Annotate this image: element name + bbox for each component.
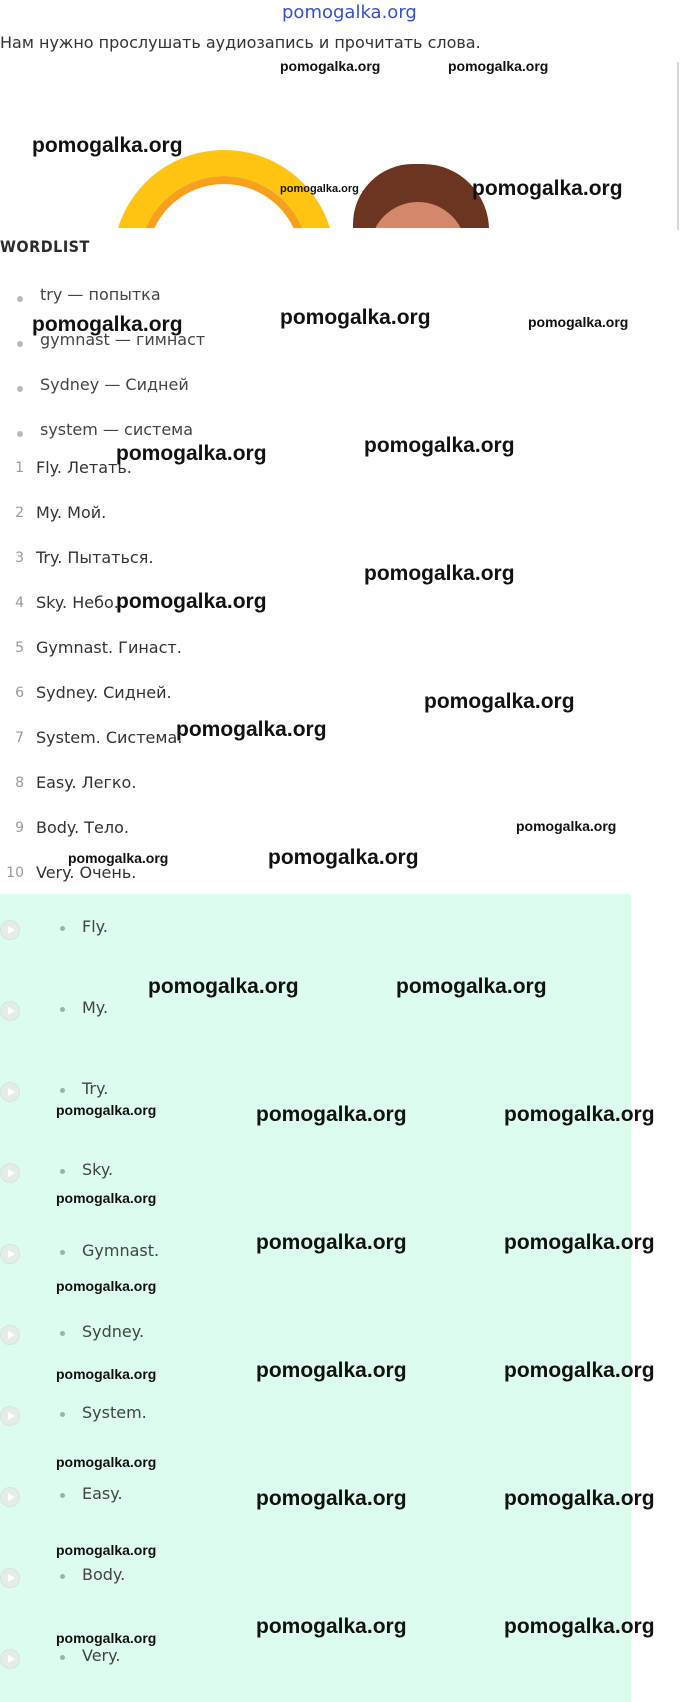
audio-word: Very. (82, 1646, 121, 1665)
item-number: 2 (15, 505, 24, 521)
item-text: Body. Тело. (36, 818, 129, 837)
item-number: 6 (15, 685, 24, 701)
watermark: pomogalka.org (472, 177, 623, 200)
item-text: Sky. Небо. (36, 593, 119, 612)
audio-word: Gymnast. (82, 1241, 160, 1260)
watermark: pomogalka.org (396, 975, 547, 998)
bullet-icon (60, 1331, 65, 1336)
bullet-icon (60, 1169, 65, 1174)
watermark: pomogalka.org (504, 1231, 655, 1254)
play-icon[interactable] (0, 1244, 20, 1264)
wordlist-item-text: gymnast — гимнаст (40, 330, 206, 349)
item-number: 9 (15, 820, 24, 836)
audio-word: Easy. (82, 1484, 123, 1503)
watermark: pomogalka.org (56, 1102, 157, 1118)
item-text: Easy. Легко. (36, 773, 137, 792)
audio-row (0, 1151, 631, 1191)
section-title: WORDLIST (0, 237, 90, 256)
audio-row (0, 1394, 631, 1434)
play-icon[interactable] (0, 920, 20, 940)
item-text: Fly. Летать. (36, 458, 132, 477)
watermark: pomogalka.org (256, 1487, 407, 1510)
watermark: pomogalka.org (68, 850, 169, 866)
item-number: 7 (15, 730, 24, 746)
audio-word: System. (82, 1403, 147, 1422)
bullet-icon (60, 926, 65, 931)
item-number: 8 (15, 775, 24, 791)
item-number: 4 (15, 595, 24, 611)
item-text: System. Система. (36, 728, 183, 747)
watermark: pomogalka.org (256, 1615, 407, 1638)
watermark: pomogalka.org (424, 690, 575, 713)
watermark: pomogalka.org (56, 1278, 157, 1294)
item-number: 1 (15, 460, 24, 476)
watermark: pomogalka.org (280, 306, 431, 329)
watermark: pomogalka.org (116, 442, 267, 465)
numbered-item (0, 773, 600, 818)
audio-word: Fly. (82, 917, 108, 936)
bullet-icon (17, 296, 23, 302)
item-number: 5 (15, 640, 24, 656)
item-text: My. Мой. (36, 503, 107, 522)
play-icon[interactable] (0, 1163, 20, 1183)
audio-word: My. (82, 998, 109, 1017)
bullet-icon (60, 1574, 65, 1579)
watermark: pomogalka.org (364, 434, 515, 457)
watermark: pomogalka.org (504, 1615, 655, 1638)
item-text: Sydney. Сидней. (36, 683, 172, 702)
watermark: pomogalka.org (56, 1630, 157, 1646)
bullet-icon (17, 341, 23, 347)
item-number: 10 (6, 865, 24, 881)
watermark: pomogalka.org (280, 58, 381, 74)
wordlist-item-text: try — попытка (40, 285, 161, 304)
watermark: pomogalka.org (516, 818, 617, 834)
item-text: Try. Пытаться. (36, 548, 154, 567)
watermark: pomogalka.org (256, 1359, 407, 1382)
wordlist-item-text: system — система (40, 420, 194, 439)
watermark: pomogalka.org (448, 58, 549, 74)
watermark: pomogalka.org (148, 975, 299, 998)
audio-word: Sydney. (82, 1322, 145, 1341)
watermark: pomogalka.org (504, 1103, 655, 1126)
numbered-item (0, 593, 600, 638)
watermark: pomogalka.org (176, 718, 327, 741)
item-text: Very. Очень. (36, 863, 137, 882)
bullet-icon (60, 1493, 65, 1498)
bullet-icon (60, 1655, 65, 1660)
watermark: pomogalka.org (256, 1231, 407, 1254)
audio-word: Sky. (82, 1160, 114, 1179)
play-icon[interactable] (0, 1568, 20, 1588)
audio-row (0, 1556, 631, 1596)
bullet-icon (17, 386, 23, 392)
watermark: pomogalka.org (32, 313, 183, 336)
audio-word: Try. (82, 1079, 109, 1098)
numbered-list (0, 458, 600, 908)
bullet-icon (60, 1007, 65, 1012)
wordlist-item-text: Sydney — Сидней (40, 375, 189, 394)
play-icon[interactable] (0, 1406, 20, 1426)
watermark: pomogalka.org (256, 1103, 407, 1126)
play-icon[interactable] (0, 1649, 20, 1669)
audio-row (0, 1313, 631, 1353)
watermark: pomogalka.org (504, 1487, 655, 1510)
watermark: pomogalka.org (56, 1190, 157, 1206)
play-icon[interactable] (0, 1001, 20, 1021)
watermark: pomogalka.org (56, 1454, 157, 1470)
audio-panel (0, 894, 631, 1702)
numbered-item (0, 458, 600, 503)
play-icon[interactable] (0, 1325, 20, 1345)
bullet-icon (60, 1088, 65, 1093)
watermark: pomogalka.org (56, 1366, 157, 1382)
bullet-icon (17, 431, 23, 437)
intro-text: Нам нужно прослушать аудиозапись и прочитать слова. (0, 33, 481, 52)
audio-row (0, 908, 631, 948)
watermark: pomogalka.org (528, 314, 629, 330)
item-text: Gymnast. Гинаст. (36, 638, 182, 657)
watermark: pomogalka.org (504, 1359, 655, 1382)
site-logo[interactable]: pomogalka.org (282, 2, 417, 23)
watermark: pomogalka.org (268, 846, 419, 869)
play-icon[interactable] (0, 1487, 20, 1507)
banner-scrollbar[interactable] (677, 62, 679, 230)
audio-word: Body. (82, 1565, 126, 1584)
item-number: 3 (15, 550, 24, 566)
bullet-icon (60, 1250, 65, 1255)
bullet-icon (60, 1412, 65, 1417)
numbered-item (0, 638, 600, 683)
watermark: pomogalka.org (364, 562, 515, 585)
play-icon[interactable] (0, 1082, 20, 1102)
wordlist-item (0, 375, 600, 420)
watermark: pomogalka.org (280, 183, 359, 195)
numbered-item (0, 503, 600, 548)
watermark: pomogalka.org (32, 134, 183, 157)
watermark: pomogalka.org (56, 1542, 157, 1558)
watermark: pomogalka.org (116, 590, 267, 613)
